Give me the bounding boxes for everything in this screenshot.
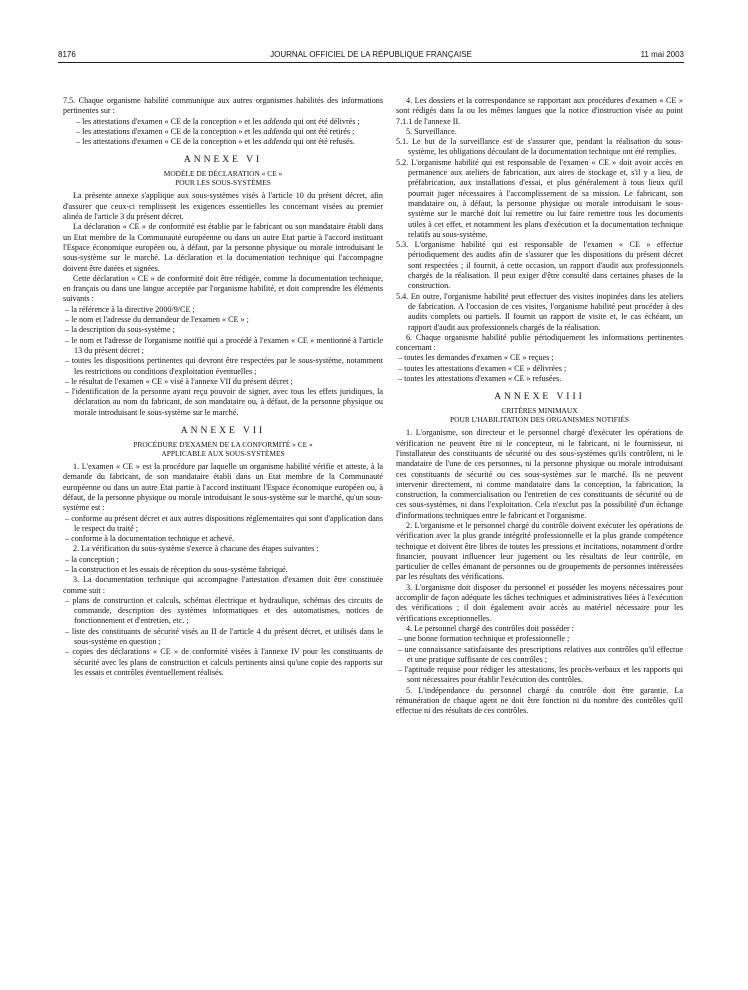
paragraph: 3. La documentation technique qui accompagne l'attestation d'examen doit être constituée comme suit : [63, 575, 383, 595]
list-item: – l'aptitude requise pour rédiger les attestations, les procès-verbaux et les rapports qui sont nécessaires pour établir l'exécution des contrôles. [398, 665, 683, 685]
list-item: – toutes les attestations d'examen « CE » délivrées ; [398, 363, 567, 373]
subtitle-line: PROCÉDURE D'EXAMEN DE LA CONFORMITÉ « CE » [133, 440, 313, 450]
list-item: – le nom et l'adresse du demandeur de l'examen « CE » ; [65, 315, 249, 325]
annex-vi-title: ANNEXE VI [183, 155, 263, 166]
paragraph: 5.3. L'organisme habilité qui est responsable de l'examen « CE » effectue périodiquement des audits afin de s'assurer que les dispositions du présent décret sont respectées ; il fournit, à cette occasion, un rapport d'audit aux professionnels chargés de la réalisation. Il peut exiger d'être consulté dans certaines phases de la construction. [396, 240, 683, 291]
paragraph: 5.2. L'organisme habilité qui est responsable de l'examen « CE » doit avoir accès en permanence aux ateliers de fabrication, aux aires de stockage et, s'il y a lieu, de préfabrication, aux installations d'essai, et plus généralement à tous lieux qu'il pourrait juger nécessaires à l'accomplissement de sa mission. Le fabricant, son mandataire ou, à défaut, la personne physique ou morale introduisant le sous-système sur le marché doit lui remettre ou lui faire remettre tous les documents utiles à cet effet, et notamment les plans d'exécution et la documentation technique relatifs au sous-système. [396, 157, 683, 239]
header-rule [58, 62, 684, 63]
annex-vi-subtitle [63, 169, 383, 187]
paragraph: 5.4. En outre, l'organisme habilité peut effectuer des visites inopinées dans les ateliers de fabrication. A l'occasion de ces visites, l'organisme habilité peut procéder à des audits complets ou partiels. Il fournit un rapport de visite et, le cas échéant, un rapport d'audit aux professionnels chargés de la réalisation. [396, 291, 683, 332]
list-item: – toutes les demandes d'examen « CE » reçues ; [398, 353, 554, 363]
paragraph: 5. L'indépendance du personnel chargé du contrôle doit être garantie. La rémunération de chaque agent ne doit être fonction ni du nombre des contrôles qu'il effectue ni des résultats de ces contrôles. [396, 685, 683, 716]
annex-vii-list-1 [63, 514, 383, 545]
list-item [63, 127, 383, 137]
left-column [63, 96, 383, 974]
list-7-5 [63, 117, 383, 148]
subtitle-line: APPLICABLE AUX SOUS-SYSTÈMES [161, 449, 285, 459]
annex-viii-title: ANNEXE VIII [494, 392, 585, 403]
paragraph: 2. La vérification du sous-système s'exerce à chacune des étapes suivantes : [73, 544, 319, 554]
list-item: – liste des constituants de sécurité visés au II de l'article 4 du présent décret, et utilisés dans le sous-système en question ; [65, 626, 383, 647]
addenda-term: addenda [263, 137, 292, 147]
paragraph: 1. L'organisme, son directeur et le personnel chargé d'exécuter les opérations de vérification ne peuvent être ni le concepteur, ni le fabricant, ni le fournisseur, ni l'installateur des constituants de sécurité ou des sous-systèmes qu'ils contrôlent, ni le mandataire de l'une de ces personnes, ni la personne physique ou morale introduisant ces constituants de sécurité ou ces sous-systèmes sur le marché. Ils ne peuvent intervenir directement, ni comme mandataire dans la conception, la fabrication, la construction, la commercialisation ou l'entretien de ces constituants de sécurité ou de ces sous-systèmes, ni dans l'exploitation. Cela n'exclut pas la possibilité d'un échange d'informations techniques entre le fabricant et l'organisme. [396, 428, 683, 520]
list-item [63, 117, 383, 127]
subtitle-line: MODÈLE DE DÉCLARATION « CE » [163, 169, 283, 179]
list-item: – la référence à la directive 2000/9/CE ; [65, 304, 195, 314]
addenda-term: addenda [263, 126, 292, 136]
subtitle-line: CRITÈRES MINIMAUX [501, 406, 578, 416]
list-item: – toutes les attestations d'examen « CE » refusées. [398, 374, 562, 384]
paragraph: 4. Les dossiers et la correspondance se rapportant aux procédures d'examen « CE » sont rédigés dans la ou les mêmes langues que la notice d'instruction visée au point 7.1.1 de l'annexe II. [396, 96, 683, 126]
paragraph: 5.1. Le but de la surveillance est de s'assurer que, pendant la réalisation du sous-système, les obligations découlant de la documentation technique ont été remplies. [396, 137, 683, 157]
list-item-text: – les attestations d'examen « CE de la conception » et les [76, 116, 264, 126]
paragraph: 1. L'examen « CE » est la procédure par laquelle un organisme habilité vérifie et atteste, à la demande du fabricant, de son mandataire établi dans un Etat membre de la Communauté européenne ou dans un autre Etat partie à l'accord instituant l'Espace économique européen ou, à défaut, de la personne physique ou morale introduisant le sous-système sur le marché, qu'un sous-système est : [63, 462, 383, 513]
paragraph: 4. Le personnel chargé des contrôles doit posséder : [406, 623, 574, 633]
list-item: – la description du sous-système ; [65, 325, 175, 335]
journal-title: JOURNAL OFFICIEL DE LA RÉPUBLIQUE FRANÇAISE [270, 50, 472, 59]
list-item: – plans de construction et calculs, schémas électrique et hydraulique, schémas des circuits de commande, description des systèmes informatiques et des automatismes, notices de fonctionnement et d'entretien, etc. ; [65, 595, 383, 626]
list-item: – le résultat de l'examen « CE » visé à l'annexe VII du présent décret ; [65, 376, 293, 386]
list-item: – une bonne formation technique et professionnelle ; [398, 634, 570, 644]
issue-date: 11 mai 2003 [640, 50, 684, 59]
list-item: – la conception ; [65, 554, 119, 564]
list-item: – toutes les dispositions pertinentes qui devront être respectées par le sous-système, notamment les restrictions ou conditions d'exploitation éventuelles ; [65, 356, 383, 376]
addenda-term: addenda [263, 116, 292, 126]
annex-vii-list-3 [63, 596, 383, 678]
paragraph: 5. Surveillance. [406, 126, 457, 136]
list-item-text: qui ont été retirés ; [291, 126, 355, 136]
annex-vii-title: ANNEXE VII [180, 426, 266, 437]
subtitle-line: POUR LES SOUS-SYSTÈMES [175, 178, 271, 188]
subtitle-line: POUR L'HABILITATION DES ORGANISMES NOTIFIÉS [450, 415, 629, 425]
list-item [63, 137, 383, 147]
annex-vi-list [63, 305, 383, 418]
list-item-text: – les attestations d'examen « CE de la conception » et les [76, 137, 264, 147]
list-item: – copies des déclarations « CE » de conformité visées à l'annexe IV pour les constituants de sécurité avec les plans de construction et calculs pertinents ainsi qu'une copie des rapports sur les essais et contrôles éventuellement réalisés. [65, 647, 383, 677]
staff-requirements-list [396, 634, 683, 685]
paragraph: La déclaration « CE » de conformité est établie par le fabricant ou son mandataire établi dans un Etat membre de la Communauté européenne ou dans un autre Etat partie à l'accord instituant l'Espace économique européen ou, à défaut, par la personne physique ou morale introduisant le sous-système sur le marché. La déclaration et la documentation technique qui l'accompagne doivent être datées et signées. [63, 222, 383, 273]
list-item-text: – les attestations d'examen « CE de la conception » et les [76, 126, 264, 136]
paragraph: 6. Chaque organisme habilité publie périodiquement les informations pertinentes concernant : [396, 332, 683, 353]
annex-viii-subtitle [396, 406, 683, 424]
list-item: – la construction et les essais de réception du sous-système fabriqué. [65, 564, 288, 574]
list-item-text: qui ont été refusés. [291, 137, 355, 147]
right-column [396, 96, 683, 974]
list-item-text: qui ont été délivrés ; [291, 116, 360, 126]
page-number: 8176 [58, 50, 76, 59]
paragraph: Cette déclaration « CE » de conformité doit être rédigée, comme la documentation technique, en français ou dans une langue acceptée par l'organisme habilité, et doit comprendre les éléments suivants : [63, 273, 383, 304]
list-item: – conforme à la documentation technique et achevé. [65, 534, 235, 544]
publication-list [396, 353, 683, 384]
paragraph-7-5: 7.5. Chaque organisme habilité communique aux autres organismes habilités des informations pertinentes sur : [63, 96, 383, 116]
annex-vii-list-2 [63, 555, 383, 576]
list-item: – une connaissance satisfaisante des prescriptions relatives aux contrôles qu'il effectue et une pratique suffisante de ces contrôles ; [398, 644, 683, 664]
annex-vii-subtitle [63, 440, 383, 458]
paragraph: 3. L'organisme doit disposer du personnel et posséder les moyens nécessaires pour accomplir de façon adéquate les tâches techniques et administratives liées à l'exécution des vérifications ; il doit également avoir accès au matériel nécessaire pour les vérifications exceptionnelles. [396, 582, 683, 623]
list-item: – conforme au présent décret et aux autres dispositions réglementaires qui sont d'application dans le respect du traité ; [65, 513, 383, 533]
paragraph: 2. L'organisme et le personnel chargé du contrôle doivent exécuter les opérations de vérification avec la plus grande intégrité professionnelle et la plus grande compétence technique et doivent être libres de toutes les pressions et incitations, notamment d'ordre financier, pouvant influencer leur jugement ou les résultats de leur contrôle, en particulier de celles émanant de personnes ou de groupements de personnes intéressées par les résultats des vérifications. [396, 520, 683, 582]
list-item: – le nom et l'adresse de l'organisme notifié qui a procédé à l'examen « CE » mentionné à l'article 13 du présent décret ; [65, 335, 383, 355]
list-item: – l'identification de la personne ayant reçu pouvoir de signer, avec tous les effets juridiques, la déclaration au nom du fabricant, de son mandataire ou, à défaut, de la personne physique ou morale introduisant le sous-système sur le marché. [65, 387, 383, 417]
paragraph: La présente annexe s'applique aux sous-systèmes visés à l'article 10 du présent décret, afin d'assurer que ceux-ci remplissent les exigences essentielles les concernant visées au premier alinéa de l'article 3 du présent décret. [63, 191, 383, 222]
